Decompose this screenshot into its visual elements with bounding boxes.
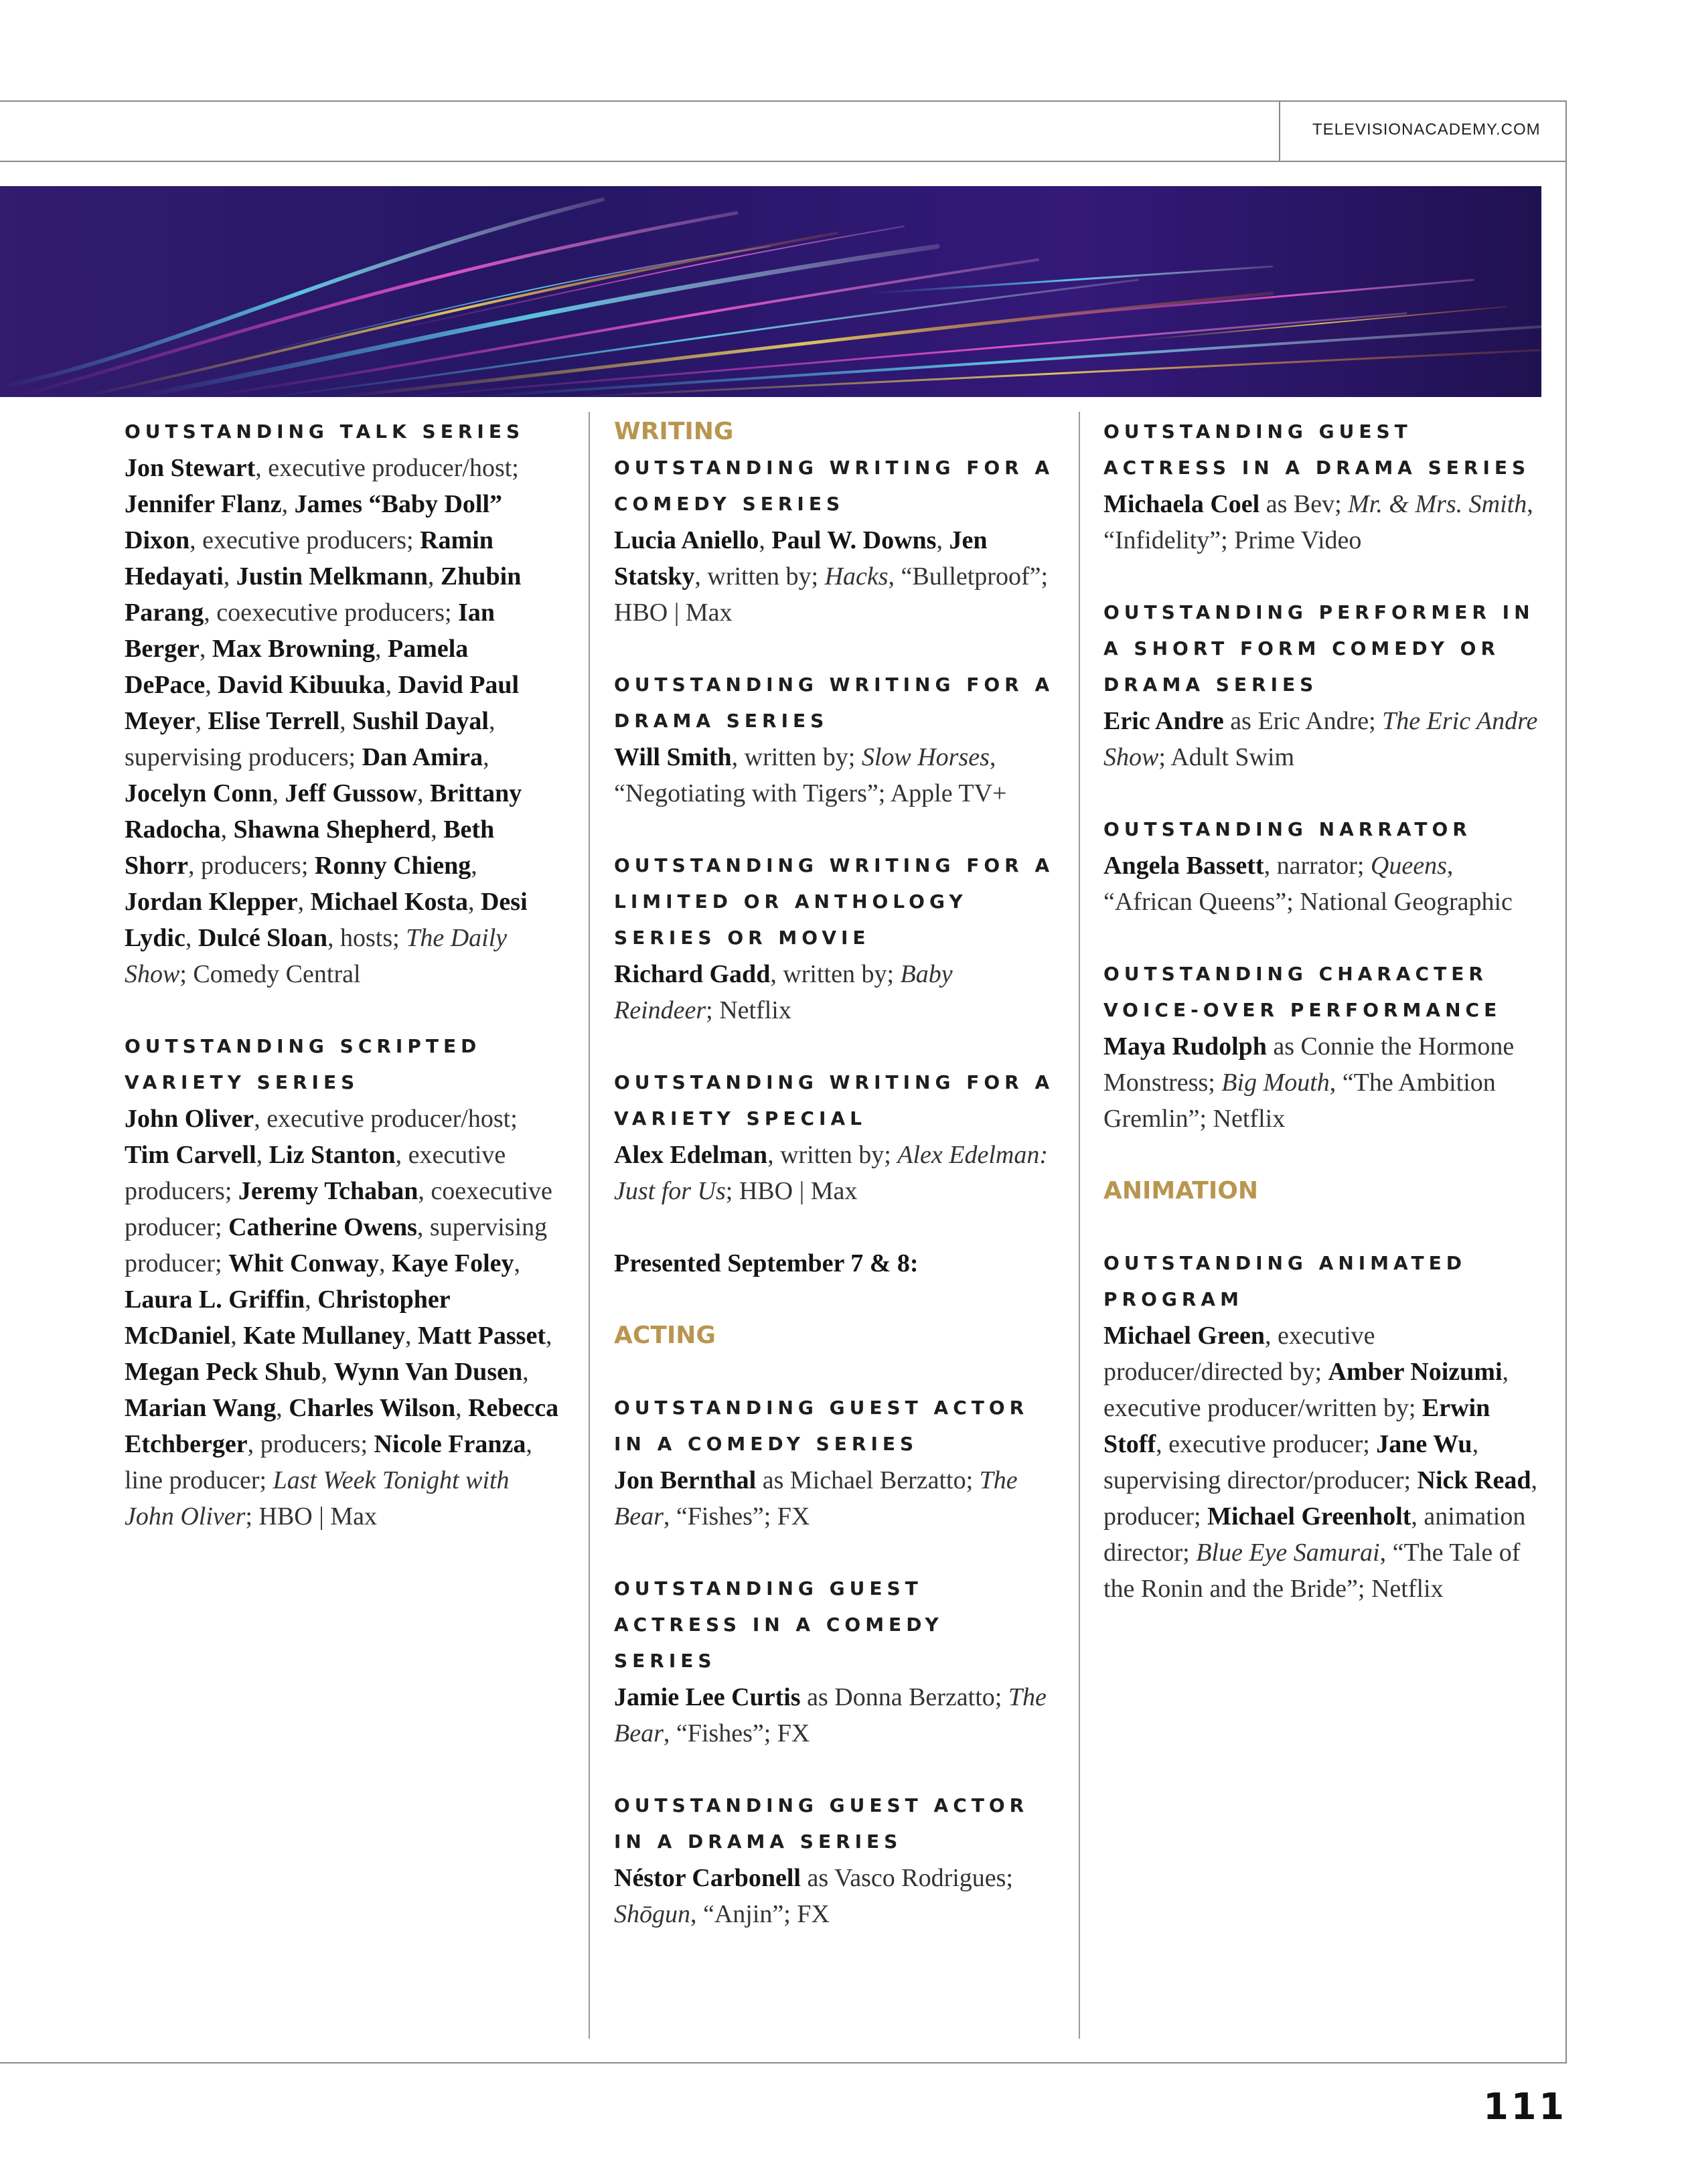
nominee-guest-actor-comedy: Jon Bernthal as Michael Berzatto; The Bear, “Fishes”; FX	[614, 1466, 1018, 1531]
column-divider-1	[589, 412, 590, 2039]
column-divider-2	[1079, 412, 1080, 2039]
category-voice-over: OUTSTANDING CHARACTER VOICE-OVER PERFORMANCE	[1103, 963, 1502, 1021]
category-writing-comedy: OUTSTANDING WRITING FOR A COMEDY SERIES	[614, 457, 1055, 515]
category-short-form-performer: OUTSTANDING PERFORMER IN A SHORT FORM COMEDY OR DRAMA SERIES	[1103, 601, 1535, 696]
presented-date: Presented September 7 & 8:	[614, 1249, 919, 1277]
category-guest-actress-comedy: OUTSTANDING GUEST ACTRESS IN A COMEDY SERIES	[614, 1577, 943, 1672]
bottom-rule	[0, 2062, 1567, 2063]
nominee-writing-limited: Richard Gadd, written by; Baby Reindeer; Netflix	[614, 960, 953, 1024]
nominee-writing-comedy: Lucia Aniello, Paul W. Downs, Jen Statsky, written by; Hacks, “Bulletproof”; HBO | Max	[614, 526, 1049, 627]
column-1	[125, 414, 560, 1571]
category-scripted-variety: OUTSTANDING SCRIPTED VARIETY SERIES	[125, 1035, 481, 1093]
header-rule	[0, 161, 1567, 162]
header-divider	[1279, 100, 1280, 161]
section-writing: WRITING	[614, 418, 734, 445]
nominee-animated-program: Michael Green, executive producer/directed by; Amber Noizumi, executive producer/written by; Erwin Stoff, executive producer; Jane Wu, supervising director/producer; Nick Read, producer; Michael Greenholt, animation director; Blue Eye Samurai, “The Tale of the Ronin and the Bride”; Netflix	[1103, 1322, 1537, 1603]
nominee-guest-actress-drama: Michaela Coel as Bev; Mr. & Mrs. Smith, “Infidelity”; Prime Video	[1103, 490, 1533, 554]
section-acting: ACTING	[614, 1322, 716, 1349]
category-narrator: OUTSTANDING NARRATOR	[1103, 818, 1472, 840]
category-guest-actor-drama: OUTSTANDING GUEST ACTOR IN A DRAMA SERIES	[614, 1794, 1029, 1853]
category-guest-actor-comedy: OUTSTANDING GUEST ACTOR IN A COMEDY SERIES	[614, 1397, 1029, 1455]
right-rule	[1565, 100, 1567, 2062]
nominee-guest-actor-drama: Néstor Carbonell as Vasco Rodrigues; Shōgun, “Anjin”; FX	[614, 1864, 1013, 1928]
site-url[interactable]: TELEVISIONACADEMY.COM	[1312, 121, 1541, 139]
category-guest-actress-drama: OUTSTANDING GUEST ACTRESS IN A DRAMA SERIES	[1103, 420, 1531, 479]
nominee-guest-actress-comedy: Jamie Lee Curtis as Donna Berzatto; The Bear, “Fishes”; FX	[614, 1683, 1047, 1747]
top-rule	[0, 100, 1567, 102]
nominee-talk-series: Jon Stewart, executive producer/host; Jennifer Flanz, James “Baby Doll” Dixon, executive producers; Ramin Hedayati, Justin Melkmann, Zhubin Parang, coexecutive producers; Ian Berger, Max Browning, Pamela DePace, David Kibuuka, David Paul Meyer, Elise Terrell, Sushil Dayal, supervising producers; Dan Amira, Jocelyn Conn, Jeff Gussow, Brittany Radocha, Shawna Shepherd, Beth Shorr, producers; Ronny Chieng, Jordan Klepper, Michael Kosta, Desi Lydic, Dulcé Sloan, hosts; The Daily Show; Comedy Central	[125, 454, 528, 988]
nominee-voice-over: Maya Rudolph as Connie the Hormone Monstress; Big Mouth, “The Ambition Gremlin”; Netflix	[1103, 1032, 1515, 1133]
category-animated-program: OUTSTANDING ANIMATED PROGRAM	[1103, 1252, 1467, 1310]
category-writing-variety-special: OUTSTANDING WRITING FOR A VARIETY SPECIAL	[614, 1071, 1055, 1129]
nominee-scripted-variety: John Oliver, executive producer/host; Tim Carvell, Liz Stanton, executive producers; Jeremy Tchaban, coexecutive producer; Catherine Owens, supervising producer; Whit Conway, Kaye Foley, Laura L. Griffin, Christopher McDaniel, Kate Mullaney, Matt Passet, Megan Peck Shub, Wynn Van Dusen, Marian Wang, Charles Wilson, Rebecca Etchberger, producers; Nicole Franza, line producer; Last Week Tonight with John Oliver; HBO | Max	[125, 1105, 559, 1531]
section-animation: ANIMATION	[1103, 1177, 1258, 1204]
category-talk-series: OUTSTANDING TALK SERIES	[125, 420, 525, 443]
nominee-writing-variety-special: Alex Edelman, written by; Alex Edelman: Just for Us; HBO | Max	[614, 1141, 1048, 1205]
banner-image	[0, 186, 1541, 397]
column-2	[614, 414, 1056, 1968]
nominee-short-form-performer: Eric Andre as Eric Andre; The Eric Andre Show; Adult Swim	[1103, 707, 1538, 771]
column-3	[1103, 414, 1545, 1643]
category-writing-drama: OUTSTANDING WRITING FOR A DRAMA SERIES	[614, 674, 1055, 732]
page-number: 111	[1483, 2086, 1567, 2128]
nominee-narrator: Angela Bassett, narrator; Queens, “African Queens”; National Geographic	[1103, 852, 1513, 916]
category-writing-limited: OUTSTANDING WRITING FOR A LIMITED OR ANTHOLOGY SERIES OR MOVIE	[614, 854, 1055, 949]
nominee-writing-drama: Will Smith, written by; Slow Horses, “Negotiating with Tigers”; Apple TV+	[614, 743, 1007, 807]
